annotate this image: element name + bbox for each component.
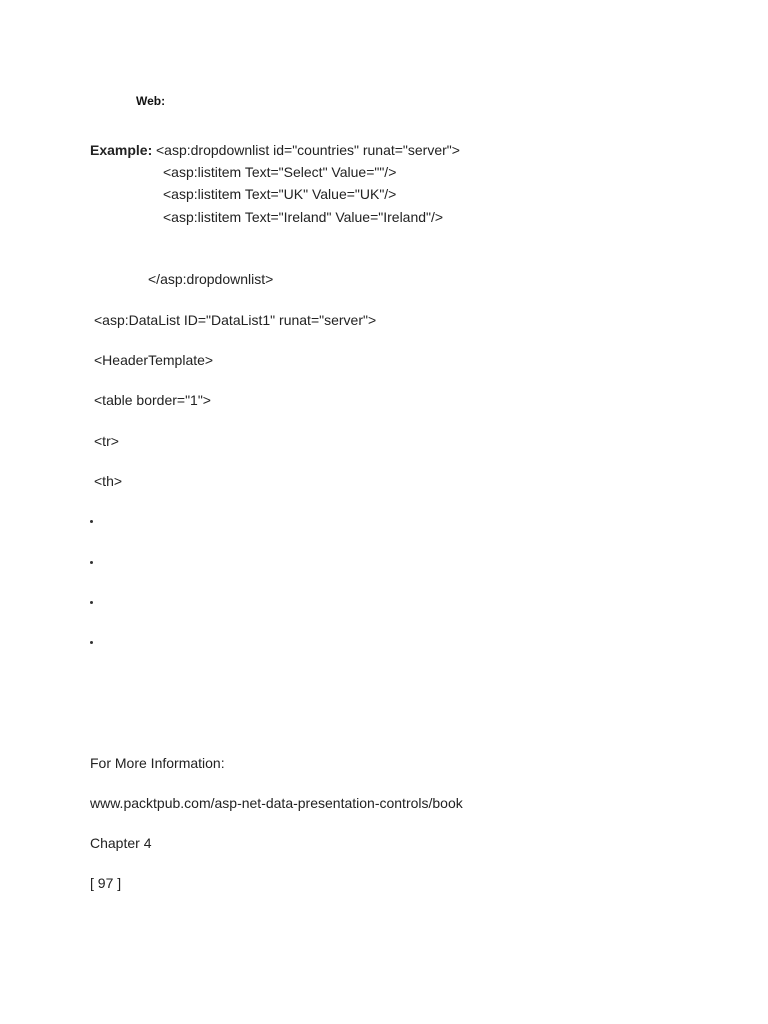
code-line: <asp:DataList ID="DataList1" runat="server">	[94, 312, 377, 328]
bullet-point	[90, 520, 93, 523]
book-url: www.packtpub.com/asp-net-data-presentation-controls/book	[90, 795, 463, 811]
code-line: <asp:dropdownlist id="countries" runat="server">	[156, 142, 460, 158]
web-label: Web:	[136, 94, 166, 108]
code-line: <asp:listitem Text="Select" Value=""/>	[163, 164, 397, 180]
code-line: <asp:listitem Text="Ireland" Value="Ireland"/>	[163, 209, 444, 225]
chapter-label: Chapter 4	[90, 835, 152, 851]
code-line: <HeaderTemplate>	[94, 352, 214, 368]
code-line: </asp:dropdownlist>	[148, 271, 274, 287]
code-line: <tr>	[94, 433, 119, 449]
page-number: [ 97 ]	[90, 875, 122, 891]
example-label: Example:	[90, 142, 153, 158]
code-line: <table border="1">	[94, 392, 211, 408]
more-info-label: For More Information:	[90, 755, 225, 771]
bullet-point	[90, 561, 93, 564]
bullet-point	[90, 641, 93, 644]
code-line: <asp:listitem Text="UK" Value="UK"/>	[163, 186, 397, 202]
bullet-point	[90, 601, 93, 604]
code-line: <th>	[94, 473, 123, 489]
